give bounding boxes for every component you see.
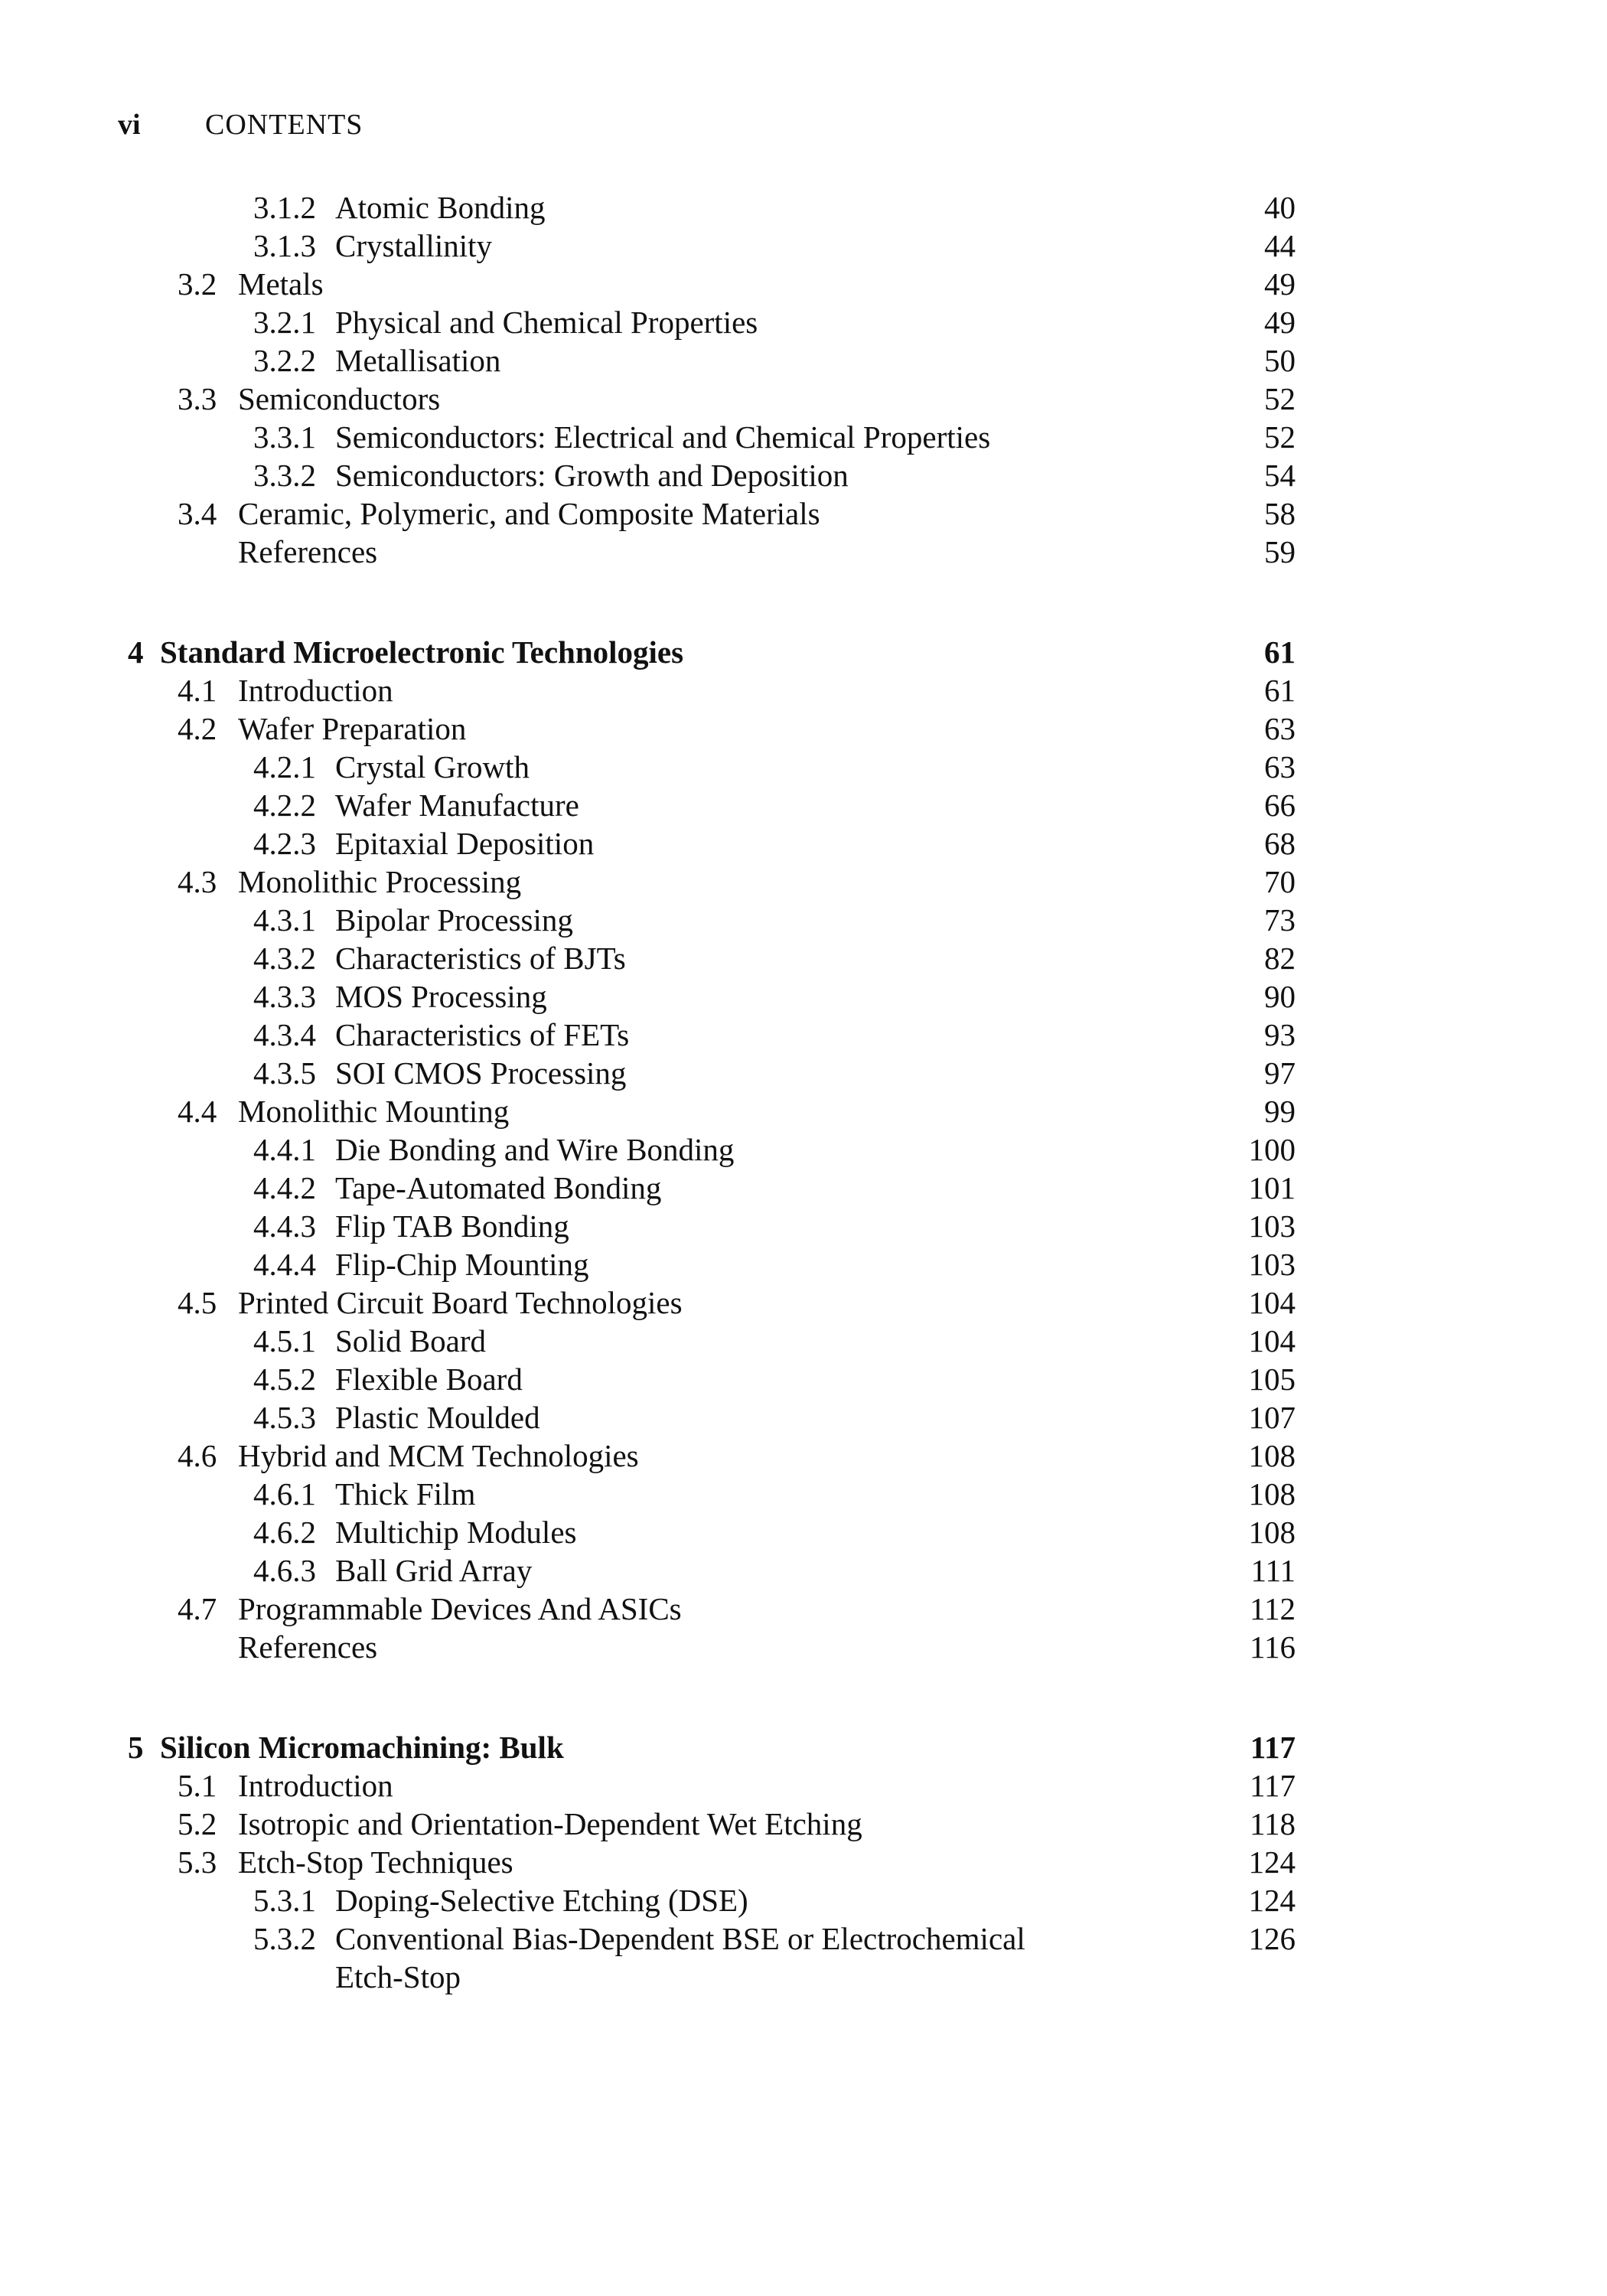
toc-entry-page: 61 bbox=[1264, 634, 1296, 670]
toc-entry bbox=[0, 1054, 1607, 1092]
toc-entry-title: Introduction bbox=[238, 673, 393, 708]
toc-entry bbox=[0, 1919, 1607, 1958]
toc-entry-title: Silicon Micromachining: Bulk bbox=[160, 1730, 564, 1765]
toc-entry-number: 4.5 bbox=[178, 1285, 217, 1320]
toc-entry-title: Crystallinity bbox=[335, 228, 492, 263]
toc-entry-page: 44 bbox=[1264, 228, 1296, 263]
toc-entry-number: 5.3.1 bbox=[253, 1883, 316, 1918]
toc-entry-title: Conventional Bias-Dependent BSE or Electrochemical bbox=[335, 1921, 1025, 1956]
toc-entry-page: 108 bbox=[1248, 1438, 1296, 1473]
toc-entry-title: Ball Grid Array bbox=[335, 1553, 533, 1588]
toc-entry-title: Wafer Preparation bbox=[238, 711, 467, 746]
toc-entry-page: 104 bbox=[1248, 1285, 1296, 1320]
toc-entry-title: Wafer Manufacture bbox=[335, 788, 579, 823]
toc-entry-title: Standard Microelectronic Technologies bbox=[160, 634, 684, 670]
toc-entry-number: 4.1 bbox=[178, 673, 217, 708]
running-title: CONTENTS bbox=[205, 109, 363, 141]
toc-entry-title: Monolithic Processing bbox=[238, 864, 522, 899]
toc-entry-title: Introduction bbox=[238, 1768, 393, 1803]
toc-entry-page: 40 bbox=[1264, 190, 1296, 225]
toc-entry-title: Semiconductors bbox=[238, 381, 441, 416]
toc-entry-page: 58 bbox=[1264, 496, 1296, 531]
toc-entry-number: 4.6 bbox=[178, 1438, 217, 1473]
toc-entry-page: 111 bbox=[1250, 1553, 1296, 1588]
toc-entry-page: 124 bbox=[1248, 1844, 1296, 1880]
toc-entry-number: 4.4.4 bbox=[253, 1247, 316, 1282]
toc-entry-number: 4.3.3 bbox=[253, 979, 316, 1014]
toc-entry-title: Multichip Modules bbox=[335, 1515, 577, 1550]
toc-entry-title: Isotropic and Orientation-Dependent Wet Etching bbox=[238, 1806, 862, 1841]
toc-entry-page: 104 bbox=[1248, 1323, 1296, 1358]
toc-entry bbox=[0, 380, 1607, 418]
toc-entry-title: MOS Processing bbox=[335, 979, 547, 1014]
toc-entry-title: Flip TAB Bonding bbox=[335, 1208, 569, 1244]
toc-entry bbox=[0, 1092, 1607, 1130]
toc-entry bbox=[0, 188, 1607, 227]
toc-entry-page: 49 bbox=[1264, 305, 1296, 340]
toc-entry-page: 103 bbox=[1248, 1208, 1296, 1244]
toc-entry-page: 66 bbox=[1264, 788, 1296, 823]
toc-entry bbox=[0, 1437, 1607, 1475]
toc-entry-page: 105 bbox=[1248, 1362, 1296, 1397]
toc-entry bbox=[0, 1805, 1607, 1843]
toc-entry bbox=[0, 786, 1607, 824]
toc-entry-number: 4.6.2 bbox=[253, 1515, 316, 1550]
toc-entry bbox=[0, 418, 1607, 456]
toc-entry-page: 70 bbox=[1264, 864, 1296, 899]
toc-entry bbox=[0, 265, 1607, 303]
toc-entry bbox=[0, 748, 1607, 786]
toc-entry-title: Printed Circuit Board Technologies bbox=[238, 1285, 683, 1320]
toc-entry-page: 68 bbox=[1264, 826, 1296, 861]
toc-entry-page: 101 bbox=[1248, 1170, 1296, 1205]
toc-entry-page: 108 bbox=[1248, 1476, 1296, 1512]
toc-chapter bbox=[0, 1728, 1607, 1766]
toc-entry-number: 3.3.1 bbox=[253, 419, 316, 455]
toc-entry-title: Hybrid and MCM Technologies bbox=[238, 1438, 639, 1473]
toc-entry bbox=[0, 1360, 1607, 1398]
toc-entry bbox=[0, 1513, 1607, 1551]
toc-entry-page: 63 bbox=[1264, 749, 1296, 784]
toc-entry-title: References bbox=[238, 1629, 378, 1665]
toc-entry bbox=[0, 1628, 1607, 1666]
toc-entry-page: 99 bbox=[1264, 1094, 1296, 1129]
toc-entry-page: 50 bbox=[1264, 343, 1296, 378]
toc-entry bbox=[0, 1475, 1607, 1513]
toc-entry-page: 61 bbox=[1264, 673, 1296, 708]
toc-entry bbox=[0, 1590, 1607, 1628]
toc-entry-number: 4 bbox=[128, 634, 144, 670]
toc-entry-number: 4.3.5 bbox=[253, 1055, 316, 1091]
toc-entry-title: Flip-Chip Mounting bbox=[335, 1247, 589, 1282]
toc-entry-number: 4.5.3 bbox=[253, 1400, 316, 1435]
toc-entry-number: 4.2.2 bbox=[253, 788, 316, 823]
toc-entry-number: 5.2 bbox=[178, 1806, 217, 1841]
toc-entry-page: 59 bbox=[1264, 534, 1296, 569]
toc-entry bbox=[0, 1766, 1607, 1805]
toc-entry-page: 126 bbox=[1248, 1921, 1296, 1956]
toc-entry-title: SOI CMOS Processing bbox=[335, 1055, 627, 1091]
toc-chapter bbox=[0, 633, 1607, 671]
toc-entry-continuation bbox=[0, 1958, 1607, 1996]
toc-entry-number: 4.3.2 bbox=[253, 941, 316, 976]
toc-entry bbox=[0, 977, 1607, 1016]
toc-entry-number: 4.2.1 bbox=[253, 749, 316, 784]
toc-entry bbox=[0, 1551, 1607, 1590]
toc-entry-number: 3.1.3 bbox=[253, 228, 316, 263]
toc-entry bbox=[0, 709, 1607, 748]
toc-entry-number: 3.2.1 bbox=[253, 305, 316, 340]
toc-entry-title: Semiconductors: Electrical and Chemical Properties bbox=[335, 419, 991, 455]
toc-entry-page: 117 bbox=[1250, 1768, 1296, 1803]
toc-entry-number: 3.3.2 bbox=[253, 458, 316, 493]
toc-entry bbox=[0, 227, 1607, 265]
toc-entry-number: 4.4 bbox=[178, 1094, 217, 1129]
toc-entry-number: 4.2.3 bbox=[253, 826, 316, 861]
toc-entry bbox=[0, 341, 1607, 380]
toc-entry-number: 4.3 bbox=[178, 864, 217, 899]
toc-entry-title: Characteristics of BJTs bbox=[335, 941, 626, 976]
toc-entry-title: Atomic Bonding bbox=[335, 190, 546, 225]
toc-entry-title: Monolithic Mounting bbox=[238, 1094, 510, 1129]
toc-entry bbox=[0, 939, 1607, 977]
toc-entry-title: Semiconductors: Growth and Deposition bbox=[335, 458, 849, 493]
toc-entry-page: 90 bbox=[1264, 979, 1296, 1014]
toc-entry-page: 73 bbox=[1264, 902, 1296, 938]
toc-entry-title: Flexible Board bbox=[335, 1362, 523, 1397]
toc-entry-title: Metals bbox=[238, 266, 324, 302]
toc-entry-number: 4.3.1 bbox=[253, 902, 316, 938]
toc-entry-title: Epitaxial Deposition bbox=[335, 826, 595, 861]
toc-entry bbox=[0, 863, 1607, 901]
toc-entry-number: 4.4.2 bbox=[253, 1170, 316, 1205]
toc-entry-page: 118 bbox=[1250, 1806, 1296, 1841]
toc-entry-page: 63 bbox=[1264, 711, 1296, 746]
toc-entry bbox=[0, 533, 1607, 571]
toc-entry-page: 108 bbox=[1248, 1515, 1296, 1550]
toc-entry bbox=[0, 1130, 1607, 1169]
toc-entry bbox=[0, 1169, 1607, 1207]
toc-entry-page: 82 bbox=[1264, 941, 1296, 976]
toc-entry-title: Die Bonding and Wire Bonding bbox=[335, 1132, 735, 1167]
toc-entry-page: 52 bbox=[1264, 419, 1296, 455]
toc-entry bbox=[0, 1843, 1607, 1881]
toc-entry-number: 4.5.1 bbox=[253, 1323, 316, 1358]
toc-entry-number: 3.4 bbox=[178, 496, 217, 531]
toc-entry-page: 52 bbox=[1264, 381, 1296, 416]
page-folio: vi bbox=[118, 109, 141, 141]
toc-entry-page: 93 bbox=[1264, 1017, 1296, 1052]
toc-entry-title: Tape-Automated Bonding bbox=[335, 1170, 662, 1205]
toc-entry bbox=[0, 1398, 1607, 1437]
toc-entry-number: 4.6.1 bbox=[253, 1476, 316, 1512]
toc-entry-title: References bbox=[238, 534, 378, 569]
toc-entry-title: Characteristics of FETs bbox=[335, 1017, 630, 1052]
toc-entry-number: 3.2.2 bbox=[253, 343, 316, 378]
toc-entry-number: 4.6.3 bbox=[253, 1553, 316, 1588]
toc-entry-number: 4.4.1 bbox=[253, 1132, 316, 1167]
toc-entry-number: 3.3 bbox=[178, 381, 217, 416]
toc-entry bbox=[0, 303, 1607, 341]
toc-entry-page: 117 bbox=[1250, 1730, 1296, 1765]
toc-entry-page: 54 bbox=[1264, 458, 1296, 493]
toc-entry-page: 107 bbox=[1248, 1400, 1296, 1435]
toc-entry bbox=[0, 1207, 1607, 1245]
toc-entry bbox=[0, 901, 1607, 939]
running-header bbox=[118, 107, 363, 142]
toc-entry-number: 4.5.2 bbox=[253, 1362, 316, 1397]
toc-entry-number: 4.2 bbox=[178, 711, 217, 746]
toc-entry-title: Plastic Moulded bbox=[335, 1400, 540, 1435]
toc-entry bbox=[0, 1245, 1607, 1283]
toc-entry-number: 4.4.3 bbox=[253, 1208, 316, 1244]
toc-entry bbox=[0, 456, 1607, 494]
toc-entry bbox=[0, 1881, 1607, 1919]
toc-entry-number: 3.2 bbox=[178, 266, 217, 302]
toc-entry bbox=[0, 1283, 1607, 1322]
toc-entry-page: 124 bbox=[1248, 1883, 1296, 1918]
toc-entry-title: Doping-Selective Etching (DSE) bbox=[335, 1883, 748, 1918]
toc-entry-title: Crystal Growth bbox=[335, 749, 530, 784]
toc-entry-number: 5.3.2 bbox=[253, 1921, 316, 1956]
toc-entry-title: Etch-Stop bbox=[335, 1959, 461, 1994]
toc-entry-number: 5.1 bbox=[178, 1768, 217, 1803]
toc-entry-number: 4.7 bbox=[178, 1591, 217, 1626]
toc-entry-title: Solid Board bbox=[335, 1323, 487, 1358]
toc-entry bbox=[0, 671, 1607, 709]
toc-entry-page: 103 bbox=[1248, 1247, 1296, 1282]
toc-entry-number: 5.3 bbox=[178, 1844, 217, 1880]
toc-entry-number: 4.3.4 bbox=[253, 1017, 316, 1052]
toc-entry-title: Metallisation bbox=[335, 343, 501, 378]
toc-entry-page: 116 bbox=[1250, 1629, 1296, 1665]
toc-entry-title: Bipolar Processing bbox=[335, 902, 573, 938]
toc-entry-title: Physical and Chemical Properties bbox=[335, 305, 758, 340]
toc-entry-title: Thick Film bbox=[335, 1476, 476, 1512]
toc-entry-page: 97 bbox=[1264, 1055, 1296, 1091]
toc-entry-number: 5 bbox=[128, 1730, 144, 1765]
toc-entry bbox=[0, 494, 1607, 533]
toc-entry-page: 49 bbox=[1264, 266, 1296, 302]
toc-entry-number: 3.1.2 bbox=[253, 190, 316, 225]
toc-entry-page: 100 bbox=[1248, 1132, 1296, 1167]
toc-entry-title: Programmable Devices And ASICs bbox=[238, 1591, 682, 1626]
toc-entry-page: 112 bbox=[1250, 1591, 1296, 1626]
toc-entry-title: Etch-Stop Techniques bbox=[238, 1844, 513, 1880]
toc-entry bbox=[0, 1322, 1607, 1360]
toc-entry bbox=[0, 824, 1607, 863]
toc-entry bbox=[0, 1016, 1607, 1054]
toc-entry-title: Ceramic, Polymeric, and Composite Materials bbox=[238, 496, 820, 531]
